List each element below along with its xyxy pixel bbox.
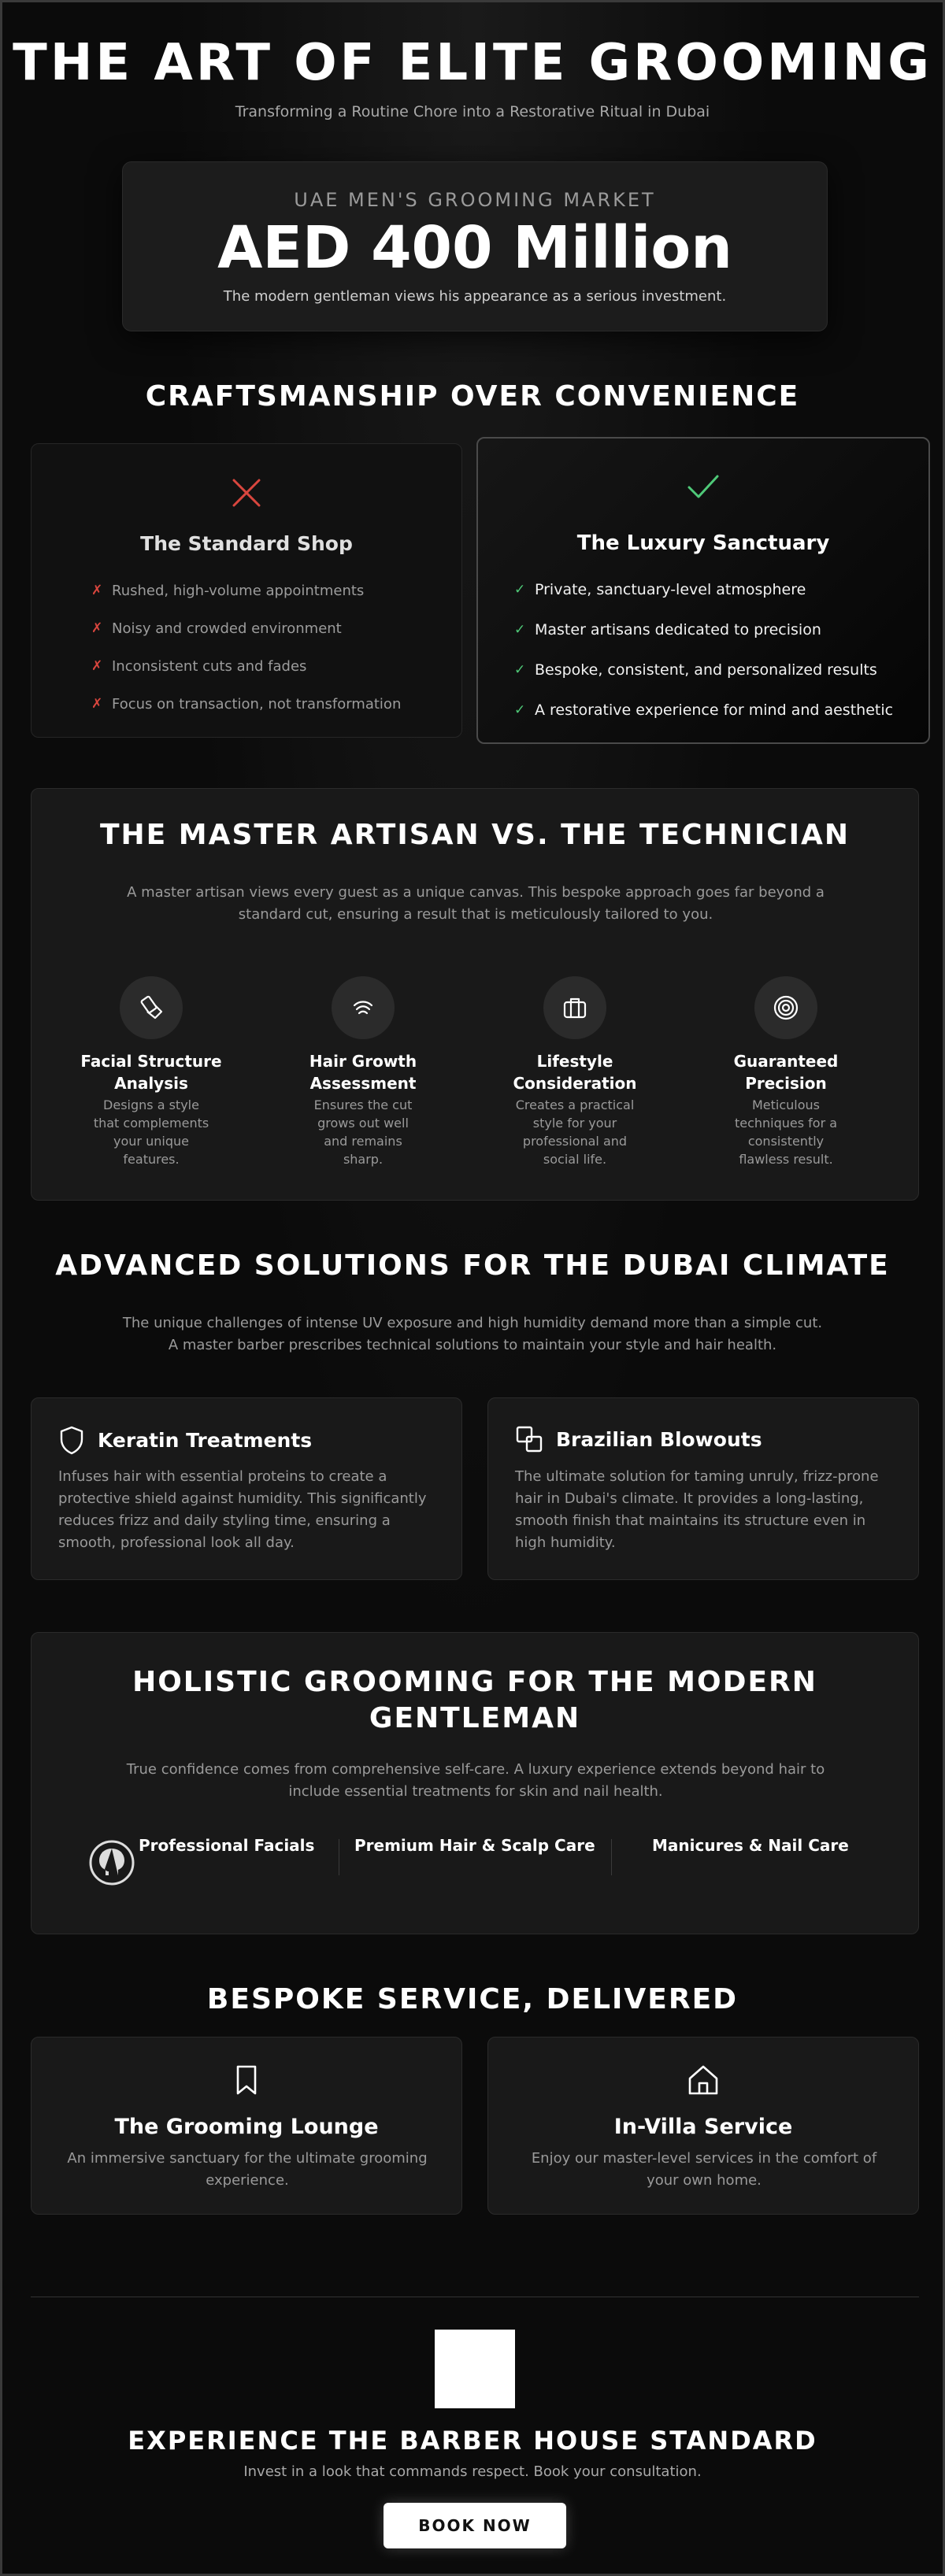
feature-title: Guaranteed Precision — [733, 1052, 839, 1093]
holistic-description: True confidence comes from comprehensive self-care. A luxury experience extends beyond hair to include essential treatments for skin and nail health. — [126, 1761, 825, 1800]
list-item-text: Bespoke, consistent, and personalized results — [535, 661, 877, 679]
climate-description — [2, 1312, 943, 1356]
list-item-text: Focus on transaction, not transformation — [112, 695, 402, 712]
service-option-title: In-Villa Service — [613, 2115, 793, 2139]
holistic-title: HOLISTIC GROOMING FOR THE MODERN GENTLEMAN — [132, 1666, 817, 1734]
hero-title: THE ART OF ELITE GROOMING — [13, 34, 932, 92]
feature-title: Facial Structure Analysis — [80, 1052, 222, 1093]
feature-title: Hair Growth Assessment — [309, 1052, 417, 1093]
solution-text: The ultimate solution for taming unruly, frizz-prone hair in Dubai's climate. It provides a long-lasting, smooth finish that maintains its structure even in high humidity. — [515, 1468, 879, 1551]
luxury-sanctuary-card — [476, 437, 930, 744]
check-mark-icon: ✓ — [514, 581, 526, 598]
layers-icon — [515, 1425, 543, 1453]
check-mark-icon: ✓ — [514, 661, 526, 678]
brazilian-blowout-card — [487, 1397, 919, 1580]
solution-title: Keratin Treatments — [98, 1428, 313, 1452]
list-item — [91, 609, 401, 647]
service-option-description: An immersive sanctuary for the ultimate grooming experience. — [67, 2150, 428, 2189]
list-item — [514, 690, 893, 730]
keratin-card — [31, 1397, 462, 1580]
x-mark-icon: ✗ — [91, 696, 103, 712]
feature-description: Meticulous techniques for a consistently flawless result. — [734, 1097, 838, 1167]
feature-title: Lifestyle Consideration — [513, 1052, 637, 1093]
feature-hair-growth — [284, 976, 442, 1168]
hero-subtitle: Transforming a Routine Chore into a Restorative Ritual in Dubai — [235, 103, 710, 120]
x-mark-icon: ✗ — [91, 620, 103, 636]
market-stat-card — [122, 161, 828, 331]
list-item — [514, 650, 893, 690]
list-item-text: Master artisans dedicated to precision — [535, 620, 821, 638]
solution-header — [515, 1425, 762, 1453]
in-villa-card — [487, 2037, 919, 2215]
list-item-text: A restorative experience for mind and aesthetic — [535, 701, 894, 719]
list-item — [514, 609, 893, 650]
cta-subtitle: Invest in a look that commands respect. Book your consultation. — [243, 2463, 702, 2480]
service-manicures: Manicures & Nail Care — [652, 1836, 849, 1855]
shield-icon — [58, 1425, 85, 1455]
feature-lifestyle — [496, 976, 654, 1168]
github-icon — [88, 1839, 135, 1886]
solution-header — [58, 1425, 312, 1455]
list-item — [514, 569, 893, 609]
feature-description: Ensures the cut grows out well and remains sharp. — [313, 1097, 413, 1167]
luxury-sanctuary-list — [514, 569, 893, 730]
briefcase-icon — [543, 976, 606, 1039]
market-description: The modern gentleman views his appearance as a serious investment. — [223, 288, 727, 305]
x-icon — [229, 476, 264, 510]
luxury-sanctuary-heading: The Luxury Sanctuary — [576, 531, 830, 555]
home-icon — [686, 2063, 721, 2097]
artisan-title: THE MASTER ARTISAN VS. THE TECHNICIAN — [99, 819, 850, 851]
artisan-description: A master artisan views every guest as a unique canvas. This bespoke approach goes far beyond a standard cut, ensuring a result that is meticulously tailored to you. — [127, 884, 825, 923]
bespoke-title: BESPOKE SERVICE, DELIVERED — [206, 1983, 739, 2015]
list-item-text: Inconsistent cuts and fades — [112, 657, 307, 675]
feature-precision — [707, 976, 865, 1168]
solution-title: Brazilian Blowouts — [556, 1427, 762, 1451]
standard-shop-list — [91, 572, 401, 723]
cta-title: EXPERIENCE THE BARBER HOUSE STANDARD — [128, 2426, 817, 2456]
comparison-title: CRAFTSMANSHIP OVER CONVENIENCE — [145, 380, 800, 413]
master-artisan-panel — [31, 788, 919, 1201]
market-label: UAE MEN'S GROOMING MARKET — [294, 189, 656, 211]
climate-description-line: The unique challenges of intense UV exposure and high humidity demand more than a simple cut. — [122, 1315, 823, 1331]
target-icon — [754, 976, 817, 1039]
list-item — [91, 685, 401, 723]
holistic-services — [32, 1836, 918, 1875]
service-option-description: Enjoy our master-level services in the comfort of your own home. — [531, 2150, 877, 2189]
holistic-panel — [31, 1632, 919, 1934]
x-mark-icon: ✗ — [91, 658, 103, 674]
x-mark-icon: ✗ — [91, 583, 103, 598]
feature-facial-structure — [72, 976, 230, 1168]
climate-title: ADVANCED SOLUTIONS FOR THE DUBAI CLIMATE — [55, 1249, 890, 1282]
grooming-lounge-card — [31, 2037, 462, 2215]
service-option-title: The Grooming Lounge — [114, 2115, 379, 2139]
check-icon — [686, 470, 721, 505]
list-item-text: Rushed, high-volume appointments — [112, 582, 365, 599]
standard-shop-heading: The Standard Shop — [140, 532, 353, 555]
list-item — [91, 572, 401, 609]
service-divider — [611, 1839, 612, 1875]
service-hair-scalp: Premium Hair & Scalp Care — [354, 1836, 595, 1855]
service-facials: Professional Facials — [139, 1836, 315, 1855]
market-value: AED 400 Million — [217, 214, 732, 282]
list-item-text: Private, sanctuary-level atmosphere — [535, 580, 806, 598]
list-item — [91, 647, 401, 685]
book-now-button[interactable]: BOOK NOW — [384, 2503, 566, 2548]
feature-description: Creates a practical style for your professional and social life. — [515, 1097, 635, 1167]
climate-description-line: A master barber prescribes technical solutions to maintain your style and hair health. — [168, 1337, 777, 1353]
bookmark-icon — [229, 2063, 264, 2097]
check-mark-icon: ✓ — [514, 701, 526, 718]
hair-growth-icon — [332, 976, 395, 1039]
logo-image — [435, 2330, 515, 2408]
list-item-text: Noisy and crowded environment — [112, 620, 342, 637]
face-structure-icon — [120, 976, 183, 1039]
check-mark-icon: ✓ — [514, 621, 526, 638]
solution-text: Infuses hair with essential proteins to create a protective shield against humidity. This significantly reduces frizz and daily styling time, ensuring a smooth, professional look all day. — [58, 1468, 427, 1551]
standard-shop-card — [31, 443, 462, 738]
feature-description: Designs a style that complements your unique features. — [93, 1097, 209, 1167]
